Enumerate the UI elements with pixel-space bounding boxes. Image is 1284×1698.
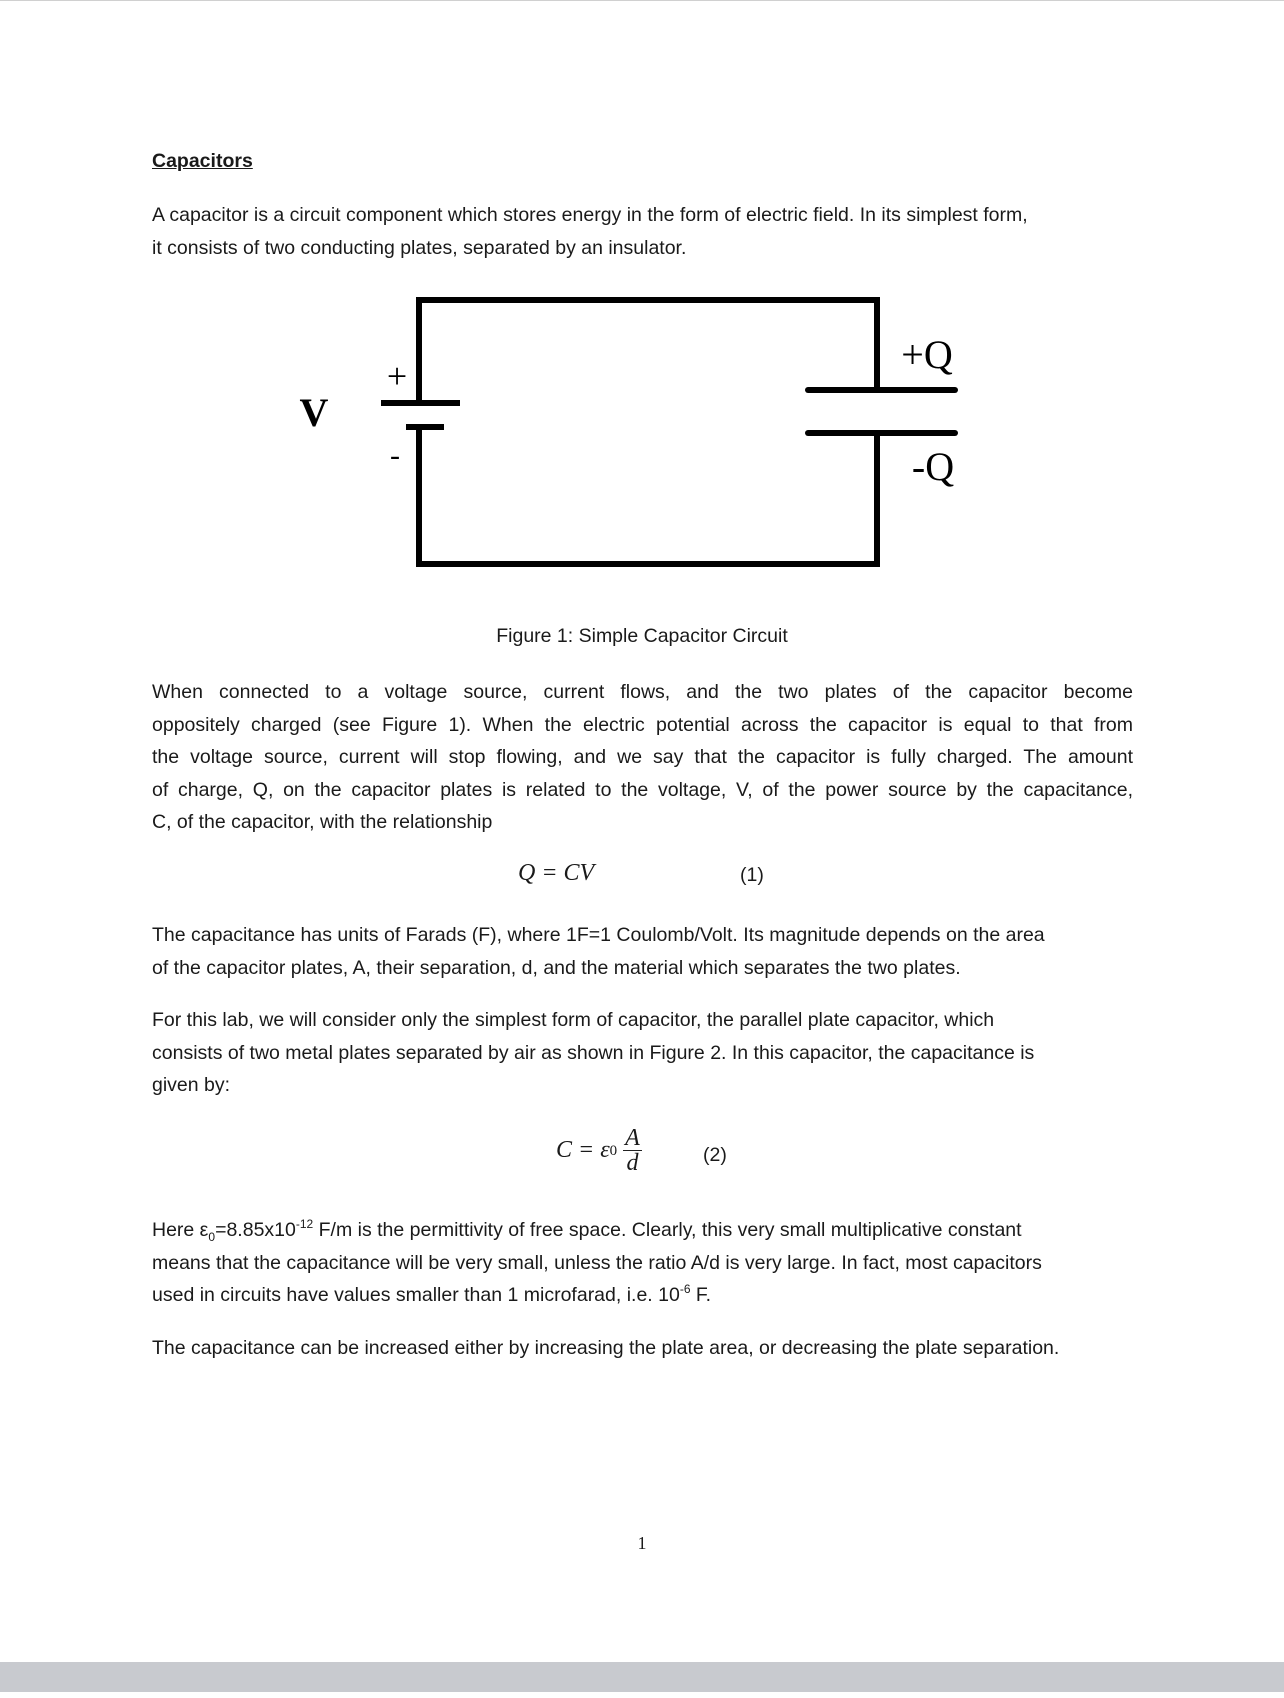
battery-minus-sign: - xyxy=(390,439,400,472)
text-line: The capacitance has units of Farads (F), where 1F=1 Coulomb/Volt. Its magnitude depends on the area xyxy=(152,924,1045,946)
text-line: it consists of two conducting plates, separated by an insulator. xyxy=(152,236,687,259)
text-line: oppositely charged (see Figure 1). When the electric potential across the capacitor is equal to that from xyxy=(152,713,1133,736)
capacitor-circuit-diagram xyxy=(0,0,1284,600)
fraction-numerator: A xyxy=(625,1125,640,1151)
text-line: of charge, Q, on the capacitor plates is related to the voltage, V, of the power source by the capacitance, xyxy=(152,778,1133,801)
equation-2-number: (2) xyxy=(703,1144,727,1166)
text-line xyxy=(152,1214,1133,1247)
text-line: When connected to a voltage source, current flows, and the two plates of the capacitor become xyxy=(152,681,1133,703)
section-title: Capacitors xyxy=(152,150,253,172)
viewer-bottom-bar xyxy=(0,1662,1284,1692)
text-line: of the capacitor plates, A, their separation, d, and the material which separates the two plates. xyxy=(152,956,961,979)
text-line: means that the capacitance will be very small, unless the ratio A/d is very large. In fact, most capacitors xyxy=(152,1251,1042,1274)
page-number: 1 xyxy=(637,1533,647,1553)
text-line: given by: xyxy=(152,1074,231,1096)
charging-paragraph xyxy=(152,676,1133,839)
text-span: F. xyxy=(690,1284,712,1306)
text-line: C, of the capacitor, with the relationship xyxy=(152,811,493,833)
equation-1-number: (1) xyxy=(740,864,764,886)
text-line: the voltage source, current will stop flowing, and we say that the capacitor is fully charged. The amount xyxy=(152,746,1133,768)
fraction-denominator: d xyxy=(626,1150,639,1176)
text-span: =8.85x10 xyxy=(215,1219,296,1241)
text-span: Here ε xyxy=(152,1219,209,1241)
text-span: F/m is the permittivity of free space. Clearly, this very small multiplicative constant xyxy=(313,1219,1022,1241)
equation-1: Q = CV xyxy=(518,860,595,886)
units-paragraph xyxy=(152,919,1133,984)
area-over-distance-fraction xyxy=(623,1126,642,1175)
exponent: -12 xyxy=(295,1217,314,1231)
text-line: consists of two metal plates separated by air as shown in Figure 2. In this capacitor, the capacitance is xyxy=(152,1041,1035,1064)
positive-charge-label: +Q xyxy=(901,332,953,377)
voltage-label: V xyxy=(299,390,329,435)
text-span: used in circuits have values smaller than 1 microfarad, i.e. 10 xyxy=(152,1284,680,1306)
figure-caption: Figure 1: Simple Capacitor Circuit xyxy=(496,625,788,647)
subscript: 0 xyxy=(208,1229,216,1244)
battery-plus-sign: + xyxy=(386,356,408,396)
permittivity-paragraph xyxy=(152,1214,1133,1312)
text-line: For this lab, we will consider only the simplest form of capacitor, the parallel plate capacitor, which xyxy=(152,1009,995,1031)
equation-2: C = ε 0 $\frac{A}{d}$ xyxy=(556,1125,640,1176)
text-line xyxy=(152,1279,1133,1312)
negative-charge-label: -Q xyxy=(911,444,955,489)
parallel-plate-paragraph xyxy=(152,1004,1133,1102)
conclusion-paragraph xyxy=(152,1332,1133,1365)
circuit-wire-bottom xyxy=(419,427,877,564)
text-line: The capacitance can be increased either by increasing the plate area, or decreasing the plate separation. xyxy=(152,1337,1060,1359)
exponent: -6 xyxy=(679,1282,691,1296)
text-line: A capacitor is a circuit component which stores energy in the form of electric field. In its simplest form, xyxy=(152,204,1028,226)
equation-2-lhs: C = ε xyxy=(556,1137,610,1163)
